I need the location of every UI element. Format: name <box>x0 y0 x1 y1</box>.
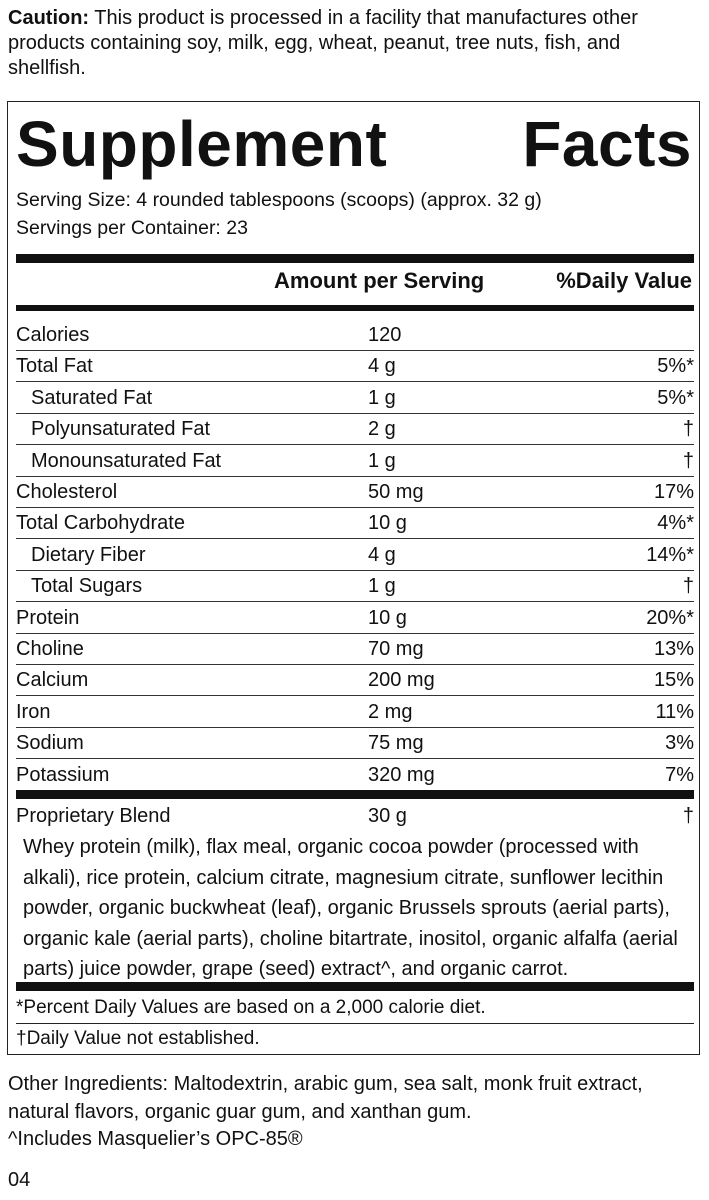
blend-amount: 30 g <box>368 805 407 827</box>
thick-rule-blend <box>16 790 694 799</box>
nutrient-amount: 200 mg <box>368 669 435 692</box>
nutrient-row <box>16 760 694 791</box>
nutrient-name: Calories <box>16 324 90 346</box>
nutrient-row <box>16 351 694 382</box>
nutrient-row <box>16 728 694 759</box>
thick-rule-top <box>16 254 694 263</box>
nutrient-row <box>16 665 694 696</box>
nutrient-daily-value: † <box>682 449 694 472</box>
nutrient-name: Iron <box>16 700 51 723</box>
nutrient-amount: 4 g <box>368 543 396 566</box>
nutrient-amount: 75 mg <box>368 732 424 755</box>
header-daily-value: %Daily Value <box>556 268 692 293</box>
footnote-divider <box>16 1023 694 1024</box>
nutrient-row <box>16 320 694 351</box>
nutrient-name: Potassium <box>16 763 110 786</box>
nutrient-daily-value: 15% <box>653 669 694 692</box>
serving-size: Serving Size: 4 rounded tablespoons (scoops) (approx. 32 g) <box>16 189 542 211</box>
nutrient-name: Protein <box>16 606 80 629</box>
supplement-facts-panel <box>7 101 700 1055</box>
nutrient-name: Sodium <box>16 732 84 755</box>
servings-per-container: Servings per Container: 23 <box>16 217 248 239</box>
nutrient-name: Calcium <box>16 669 89 692</box>
nutrient-row <box>16 571 694 602</box>
nutrient-amount: 320 mg <box>368 763 435 786</box>
nutrient-amount: 120 <box>368 324 402 346</box>
nutrient-daily-value: 17% <box>653 481 694 503</box>
title-word-facts: Facts <box>522 108 692 180</box>
header-amount-per-serving: Amount per Serving <box>274 268 485 293</box>
nutrient-row <box>16 540 694 571</box>
nutrient-row <box>16 414 694 445</box>
blend-dv: † <box>682 805 694 827</box>
nutrient-name: Polyunsaturated Fat <box>31 418 210 441</box>
nutrient-daily-value: 13% <box>653 638 694 660</box>
nutrient-amount: 10 g <box>368 606 407 629</box>
nutrient-daily-value: 11% <box>655 700 694 723</box>
nutrient-name: Monounsaturated Fat <box>31 449 222 472</box>
footnote-dv-not-established: †Daily Value not established. <box>16 1028 260 1049</box>
nutrient-name: Dietary Fiber <box>31 543 146 566</box>
nutrient-daily-value: † <box>682 418 694 441</box>
nutrient-name: Total Carbohydrate <box>16 512 185 535</box>
blend-name: Proprietary Blend <box>16 805 171 827</box>
nutrient-amount: 4 g <box>368 355 396 378</box>
caution-text: This product is processed in a facility that manufactures other products containing soy, milk, egg, wheat, peanut, tree nuts, fish, and shellfish. <box>8 7 638 79</box>
nutrient-row <box>16 634 694 665</box>
title-word-supplement: Supplement <box>16 108 388 180</box>
nutrient-row <box>16 477 694 508</box>
nutrient-amount: 10 g <box>368 512 407 535</box>
nutrient-amount: 1 g <box>368 575 396 598</box>
nutrient-name: Saturated Fat <box>31 386 153 409</box>
nutrient-row <box>16 383 694 414</box>
nutrient-daily-value: 14%* <box>646 543 694 566</box>
nutrient-row <box>16 697 694 728</box>
serving-info <box>16 186 692 242</box>
nutrient-daily-value: † <box>682 575 694 598</box>
nutrient-amount: 70 mg <box>368 638 424 660</box>
thick-rule-footnotes <box>16 982 694 991</box>
nutrient-amount: 1 g <box>368 449 396 472</box>
panel-title <box>16 104 692 184</box>
nutrient-row <box>16 603 694 634</box>
nutrient-amount: 2 mg <box>368 700 413 723</box>
caution-label: Caution: <box>8 7 90 29</box>
nutrient-amount: 1 g <box>368 386 396 409</box>
nutrient-row <box>16 446 694 477</box>
blend-row <box>16 801 694 832</box>
nutrient-daily-value: 5%* <box>657 386 694 409</box>
product-code: 04 <box>8 1169 31 1191</box>
nutrient-name: Total Fat <box>16 355 93 378</box>
nutrient-daily-value: 5%* <box>657 355 694 378</box>
caution-statement <box>8 6 698 81</box>
includes-note: ^Includes Masquelier’s OPC-85® <box>8 1128 303 1150</box>
nutrient-name: Total Sugars <box>31 575 143 598</box>
nutrient-name: Choline <box>16 638 84 660</box>
nutrient-name: Cholesterol <box>16 481 118 503</box>
nutrient-amount: 50 mg <box>368 481 424 503</box>
footnote-daily-values: *Percent Daily Values are based on a 2,000 calorie diet. <box>16 997 486 1018</box>
other-ingredients-text: Other Ingredients: Maltodextrin, arabic gum, sea salt, monk fruit extract, natural flavors, organic guar gum, and xanthan gum. <box>8 1073 643 1123</box>
nutrient-daily-value: 4%* <box>657 512 694 535</box>
nutrient-amount: 2 g <box>368 418 396 441</box>
nutrient-daily-value: 20%* <box>646 606 694 629</box>
other-ingredients <box>8 1071 698 1154</box>
blend-ingredients: Whey protein (milk), flax meal, organic cocoa powder (processed with alkali), rice protein, calcium citrate, magnesium citrate, sunflower lecithin powder, organic buckwheat (leaf), organic Brussels sprouts (aerial parts), organic kale (aerial parts), choline bitartrate, inositol, organic alfalfa (aerial parts) juice powder, grape (seed) extract^, and organic carrot. <box>23 836 678 980</box>
nutrient-daily-value: 3% <box>665 732 694 755</box>
nutrient-daily-value: 7% <box>665 763 694 786</box>
thick-rule-header <box>16 305 694 311</box>
nutrient-row <box>16 508 694 539</box>
